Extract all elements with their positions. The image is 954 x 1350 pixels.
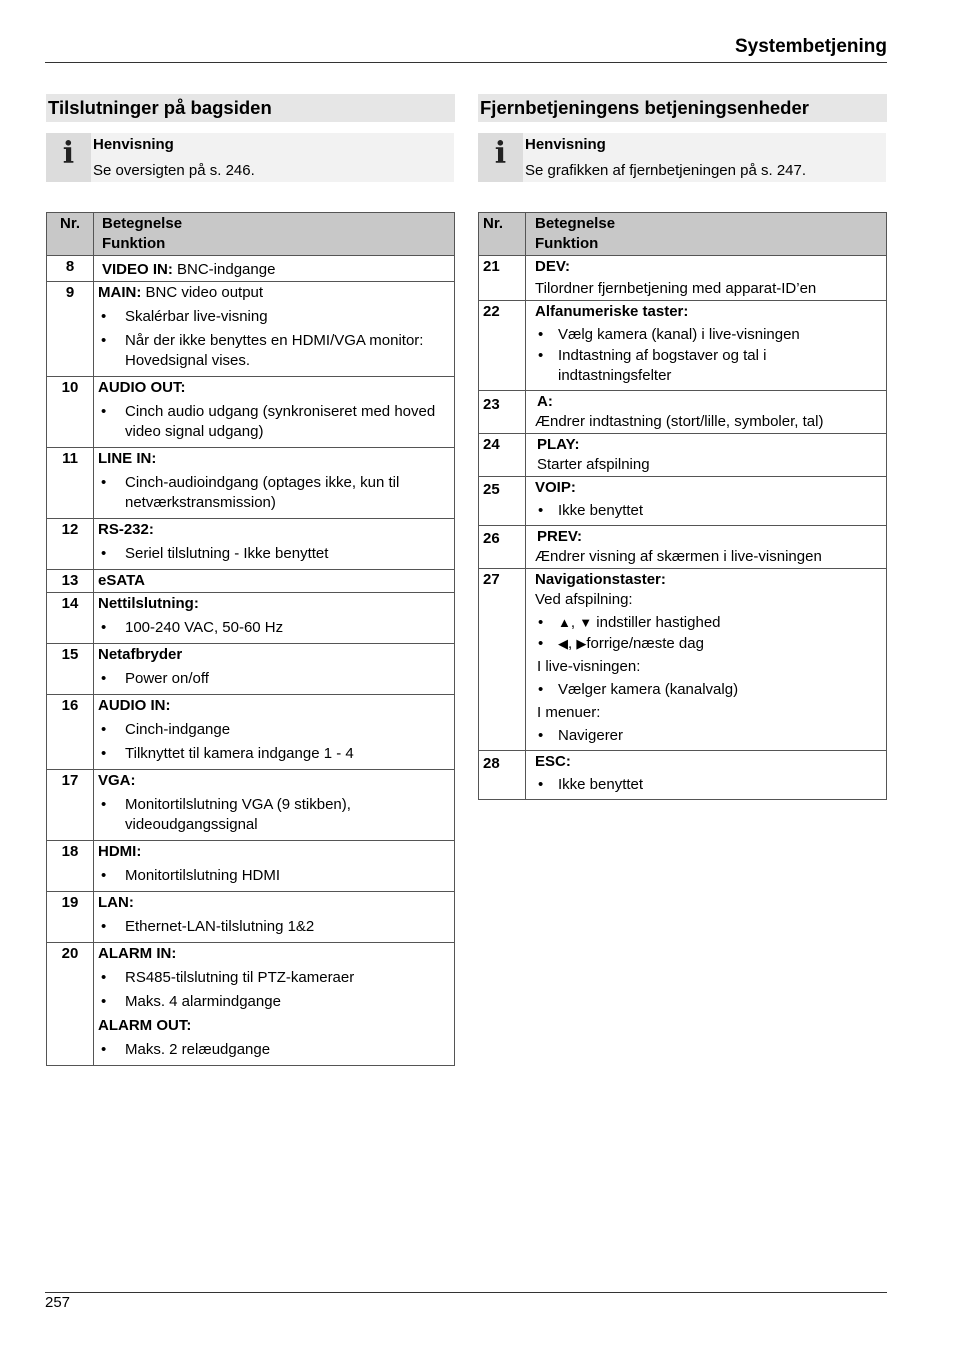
row-label-2: ALARM OUT: — [98, 1017, 192, 1034]
row-text-playback: Ved afspilning: — [535, 591, 633, 608]
left-table — [46, 212, 455, 1066]
right-note-text: Se grafikken af fjernbetjeningen på s. 247. — [525, 162, 807, 179]
bullet-list — [535, 726, 882, 746]
left-note — [46, 133, 454, 182]
bullet-list — [98, 795, 450, 835]
list-item: • Vælg kamera (kanal) i live-visningen — [535, 325, 882, 345]
table-row — [47, 282, 455, 377]
table-row — [479, 434, 887, 477]
row-nr: 18 — [47, 841, 94, 892]
row-text: Ændrer visning af skærmen i live-visningen — [535, 548, 822, 565]
header-line2: Funktion — [535, 235, 599, 252]
row-label: eSATA — [98, 572, 145, 589]
table-row — [479, 256, 887, 301]
right-note-icon-box — [478, 133, 523, 182]
row-nr: 16 — [47, 695, 94, 770]
list-item: • Maks. 4 alarmindgange — [98, 992, 450, 1012]
row-text: Starter afspilning — [537, 456, 650, 473]
arrow-up-icon: ▲ — [558, 615, 571, 630]
row-label: VOIP: — [535, 479, 576, 496]
left-note-text: Se oversigten på s. 246. — [93, 162, 255, 179]
right-note-heading: Henvisning — [525, 136, 606, 153]
table-row — [47, 519, 455, 570]
table-row — [47, 943, 455, 1066]
row-nr: 12 — [47, 519, 94, 570]
row-function — [526, 751, 887, 800]
row-label: Alfanumeriske taster: — [535, 303, 689, 320]
row-function — [94, 448, 455, 519]
list-item: • Når der ikke benyttes en HDMI/VGA monitor: Hovedsignal vises. — [98, 331, 450, 371]
bullet-list — [535, 680, 882, 700]
row-function — [526, 434, 887, 477]
header-nr: Nr. — [479, 213, 526, 256]
table-row — [47, 841, 455, 892]
list-item: • RS485-tilslutning til PTZ-kameraer — [98, 968, 450, 988]
header-line1: Betegnelse — [535, 215, 616, 232]
table-row — [47, 593, 455, 644]
row-nr: 17 — [47, 770, 94, 841]
left-note-icon-box — [46, 133, 91, 182]
row-nr: 10 — [47, 377, 94, 448]
row-nr: 15 — [47, 644, 94, 695]
row-label: AUDIO IN: — [98, 697, 171, 714]
table-row — [47, 644, 455, 695]
row-function — [526, 256, 887, 301]
bullet-list — [98, 669, 450, 689]
row-label: Navigationstaster: — [535, 571, 666, 588]
list-item: • Indtastning af bogstaver og tal i indtastningsfelter — [535, 346, 882, 386]
row-nr: 11 — [47, 448, 94, 519]
row-function — [94, 377, 455, 448]
header-line1: Betegnelse — [102, 215, 183, 232]
bullet-list — [98, 473, 450, 513]
table-row — [47, 770, 455, 841]
row-nr: 25 — [479, 477, 526, 526]
list-item-text: indstiller hastighed — [596, 614, 721, 631]
row-nr: 27 — [479, 569, 526, 751]
table-row — [47, 695, 455, 770]
row-nr: 9 — [47, 282, 94, 377]
table-row — [47, 448, 455, 519]
list-item: • Cinch audio udgang (synkroniseret med hoved video signal udgang) — [98, 402, 450, 442]
right-table — [478, 212, 887, 800]
list-item: • Vælger kamera (kanalvalg) — [535, 680, 882, 700]
row-nr: 14 — [47, 593, 94, 644]
row-label: LINE IN: — [98, 450, 157, 467]
left-column — [46, 94, 455, 1066]
header-designation — [526, 213, 887, 256]
list-item: • Maks. 2 relæudgange — [98, 1040, 450, 1060]
row-nr: 26 — [479, 526, 526, 569]
row-function — [94, 593, 455, 644]
bullet-list — [535, 501, 882, 521]
row-nr: 19 — [47, 892, 94, 943]
row-label: A: — [537, 393, 553, 410]
bullet-list — [98, 968, 450, 1012]
row-function — [526, 477, 887, 526]
row-label: VGA: — [98, 772, 136, 789]
list-item: • Cinch-indgange — [98, 720, 450, 740]
row-function — [94, 644, 455, 695]
row-function — [526, 301, 887, 391]
table-header-row — [479, 213, 887, 256]
table-row — [479, 301, 887, 391]
row-label: Netafbryder — [98, 646, 183, 663]
table-row — [479, 526, 887, 569]
list-item: • Navigerer — [535, 726, 882, 746]
row-function — [94, 841, 455, 892]
row-label: RS-232: — [98, 521, 154, 538]
row-nr: 21 — [479, 256, 526, 301]
row-function — [94, 256, 455, 282]
list-item: • Monitortilslutning VGA (9 stikben), videoudgangssignal — [98, 795, 450, 835]
row-function — [94, 519, 455, 570]
row-function — [94, 770, 455, 841]
table-row — [47, 892, 455, 943]
row-label: LAN: — [98, 894, 134, 911]
list-item: • ◀, ▶forrige/næste dag — [535, 634, 882, 654]
bullet-list — [98, 917, 450, 937]
row-function — [94, 695, 455, 770]
row-function — [526, 526, 887, 569]
table-row — [47, 570, 455, 593]
info-icon: i — [62, 136, 75, 171]
row-label: AUDIO OUT: — [98, 379, 186, 396]
page-header-title: Systembetjening — [734, 36, 887, 57]
list-item: • Ethernet-LAN-tilslutning 1&2 — [98, 917, 450, 937]
table-row — [47, 377, 455, 448]
row-label: PREV: — [537, 528, 583, 545]
row-nr: 22 — [479, 301, 526, 391]
row-label: HDMI: — [98, 843, 142, 860]
bullet-list — [98, 402, 450, 442]
row-function — [526, 391, 887, 434]
arrow-left-icon: ◀ — [558, 636, 568, 651]
row-label: Nettilslutning: — [98, 595, 199, 612]
list-item: • Cinch-audioindgang (optages ikke, kun til netværkstransmission) — [98, 473, 450, 513]
list-item: • Ikke benyttet — [535, 501, 882, 521]
row-text-menu: I menuer: — [537, 704, 601, 721]
list-item: • Tilknyttet til kamera indgange 1 - 4 — [98, 744, 450, 764]
list-item: • Skalérbar live-visning — [98, 307, 450, 327]
page-number: 257 — [45, 1294, 71, 1311]
row-function — [94, 892, 455, 943]
row-nr: 24 — [479, 434, 526, 477]
arrow-down-icon: ▼ — [579, 615, 593, 630]
list-item: • Power on/off — [98, 669, 450, 689]
right-section-title: Fjernbetjeningens betjeningsenheder — [478, 94, 887, 122]
row-text: BNC-indgange — [172, 261, 276, 278]
list-item: • ▲, ▼ indstiller hastighed — [535, 613, 882, 633]
bullet-list — [535, 613, 882, 654]
row-function — [526, 569, 887, 751]
bullet-list — [98, 866, 450, 886]
header-line2: Funktion — [102, 235, 166, 252]
footer-rule — [45, 1292, 887, 1293]
arrow-right-icon: ▶ — [576, 636, 587, 651]
header-nr: Nr. — [47, 213, 94, 256]
left-section-title: Tilslutninger på bagsiden — [46, 94, 455, 122]
row-nr: 28 — [479, 751, 526, 800]
bullet-list — [98, 720, 450, 764]
table-row — [47, 256, 455, 282]
row-text: BNC video output — [141, 284, 264, 301]
row-label: VIDEO IN: — [102, 261, 173, 278]
bullet-list — [535, 775, 882, 795]
right-column — [478, 94, 887, 800]
row-nr: 8 — [47, 256, 94, 282]
bullet-list — [98, 544, 450, 564]
row-label: ALARM IN: — [98, 945, 177, 962]
bullet-list — [535, 325, 882, 386]
table-header-row — [47, 213, 455, 256]
list-item: • Ikke benyttet — [535, 775, 882, 795]
bullet-list — [98, 618, 450, 638]
bullet-list — [98, 1040, 450, 1060]
row-label: MAIN: — [98, 284, 142, 301]
list-item-text: forrige/næste dag — [586, 635, 704, 652]
row-function — [94, 943, 455, 1066]
row-label: PLAY: — [537, 436, 580, 453]
table-row — [479, 569, 887, 751]
row-text: Tilordner fjernbetjening med apparat-ID’en — [535, 280, 817, 297]
list-item: • Seriel tilslutning - Ikke benyttet — [98, 544, 450, 564]
table-row — [479, 477, 887, 526]
row-nr: 23 — [479, 391, 526, 434]
left-note-heading: Henvisning — [93, 136, 174, 153]
header-rule — [45, 62, 887, 63]
bullet-list — [98, 307, 450, 371]
row-label: DEV: — [535, 258, 571, 275]
row-text-live: I live-visningen: — [537, 658, 641, 675]
row-function — [94, 282, 455, 377]
header-designation — [94, 213, 455, 256]
row-text: Ændrer indtastning (stort/lille, symboler, tal) — [535, 413, 824, 430]
list-item: • Monitortilslutning HDMI — [98, 866, 450, 886]
table-row — [479, 391, 887, 434]
right-note — [478, 133, 886, 182]
row-nr: 20 — [47, 943, 94, 1066]
row-nr: 13 — [47, 570, 94, 593]
info-icon: i — [494, 136, 507, 171]
table-row — [479, 751, 887, 800]
list-item: • 100-240 VAC, 50-60 Hz — [98, 618, 450, 638]
row-function — [94, 570, 455, 593]
row-label: ESC: — [535, 753, 571, 770]
